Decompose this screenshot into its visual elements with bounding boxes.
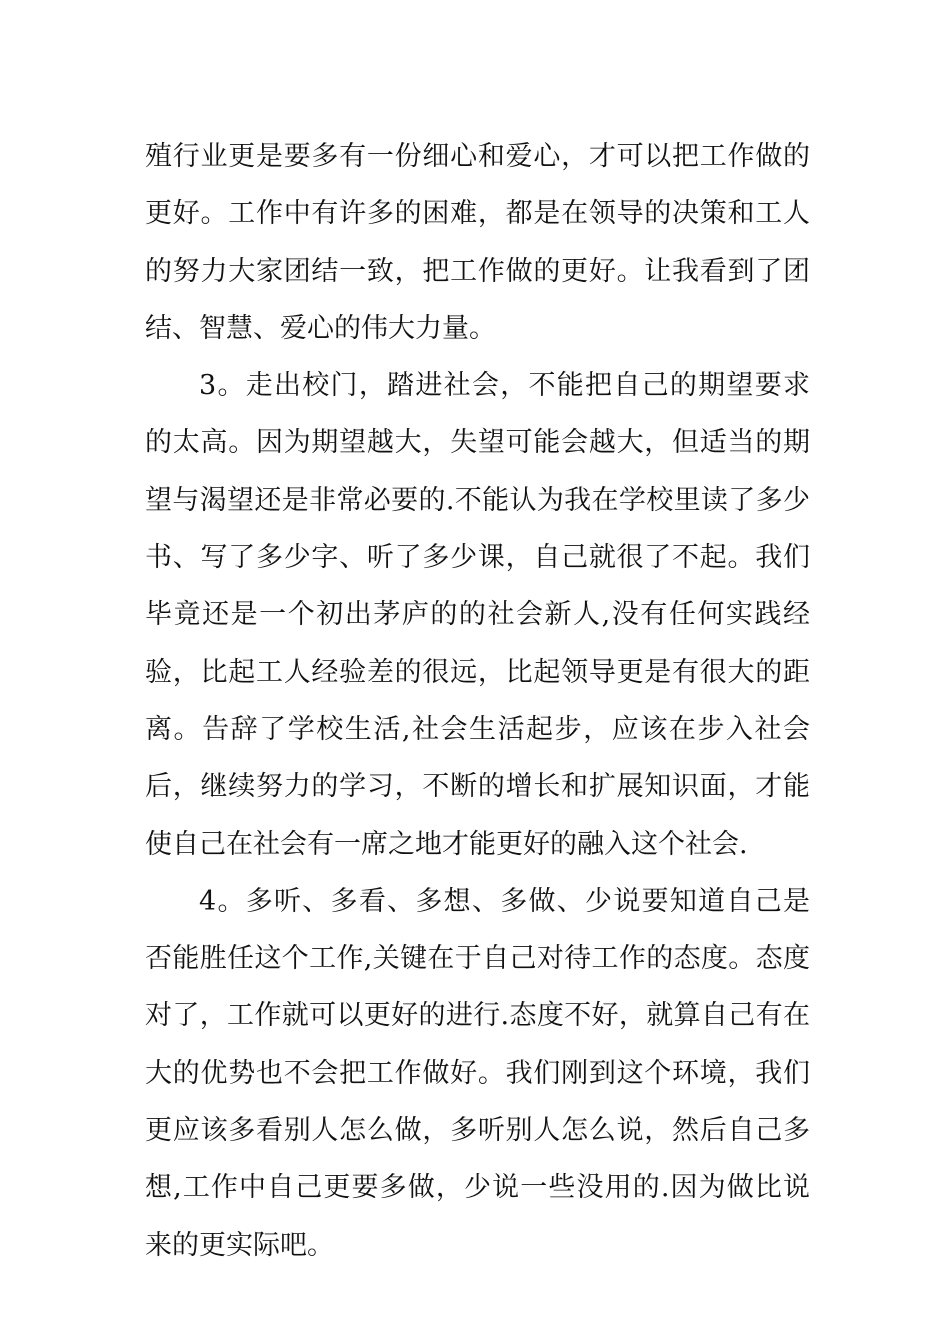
body-text: [145, 128, 810, 1274]
paragraph-continuation: 殖行业更是要多有一份细心和爱心，才可以把工作做的更好。工作中有许多的困难，都是在领导的决策和工人的努力大家团结一致，把工作做的更好。让我看到了团结、智慧、爱心的伟大力量。: [145, 141, 810, 344]
paragraph-point-3: 3。走出校门，踏进社会，不能把自己的期望要求的太高。因为期望越大，失望可能会越大，但适当的期望与渴望还是非常必要的.不能认为我在学校里读了多少书、写了多少字、听了多少课，自己就很了不起。我们毕竟还是一个初出茅庐的的社会新人,没有任何实践经验，比起工人经验差的很远，比起领导更是有很大的距离。告辞了学校生活,社会生活起步，应该在步入社会后，继续努力的学习，不断的增长和扩展知识面，才能使自己在社会有一席之地才能更好的融入这个社会.: [145, 370, 810, 860]
paragraph-point-4: 4。多听、多看、多想、多做、少说要知道自己是否能胜任这个工作,关键在于自己对待工作的态度。态度对了，工作就可以更好的进行.态度不好，就算自己有在大的优势也不会把工作做好。我们刚到这个环境，我们更应该多看别人怎么做，多听别人怎么说，然后自己多想,工作中自己更要多做，少说一些没用的.因为做比说来的更实际吧。: [145, 885, 810, 1261]
